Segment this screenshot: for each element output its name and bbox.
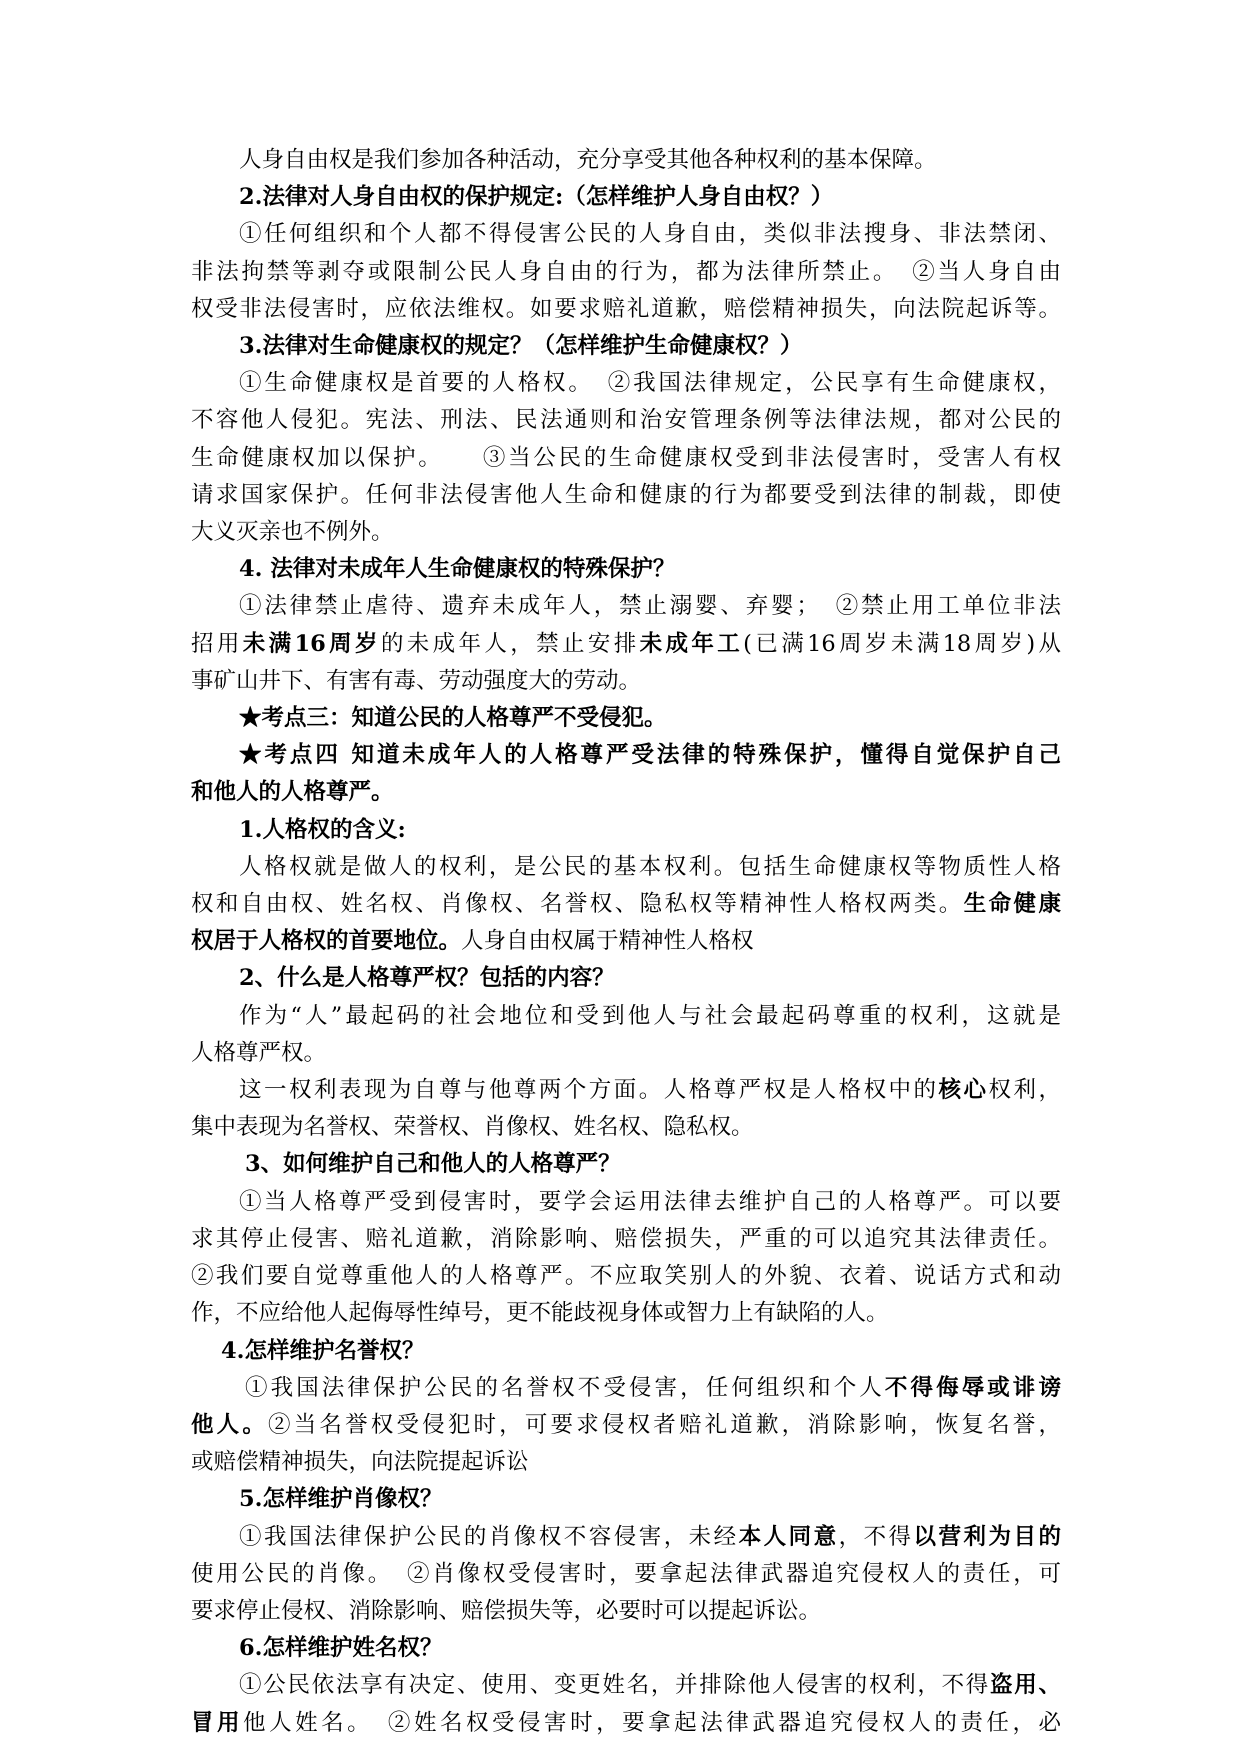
section-heading: 和他人的人格尊严。 bbox=[191, 779, 394, 806]
section-heading: ★考点四 知道未成年人的人格尊严受法律的特殊保护，懂得自觉保护自己 bbox=[239, 742, 1061, 769]
section-heading: 6.怎样维护姓名权？ bbox=[239, 1635, 443, 1662]
text-line: 要求停止侵权、消除影响、赔偿损失等，必要时可以提起诉讼。 bbox=[191, 1597, 822, 1624]
section-heading: 2、什么是人格尊严权？包括的内容？ bbox=[239, 965, 615, 992]
text-line: 作，不应给他人起侮辱性绰号，更不能歧视身体或智力上有缺陷的人。 bbox=[191, 1300, 889, 1327]
emphasis-text: 以营利为目的 bbox=[913, 1523, 1061, 1550]
text-span: 人身自由权属于精神性人格权 bbox=[461, 928, 754, 955]
text-span: ②当名誉权受侵犯时，可要求侵权者赔礼道歉，消除影响，恢复名誉， bbox=[268, 1411, 1061, 1438]
text-line: 权受非法侵害时，应依法维权。如要求赔礼道歉，赔偿精神损失，向法院起诉等。 bbox=[191, 295, 1061, 322]
text-line: 人身自由权是我们参加各种活动，充分享受其他各种权利的基本保障。 bbox=[239, 147, 937, 173]
emphasis-text: 盗用、 bbox=[990, 1672, 1061, 1699]
text-line bbox=[191, 923, 1061, 960]
emphasis-text: 冒用 bbox=[191, 1709, 244, 1736]
text-line bbox=[191, 626, 1061, 663]
text-line: 或赔偿精神损失，向法院提起诉讼 bbox=[191, 1449, 529, 1476]
text-line: 非法拘禁等剥夺或限制公民人身自由的行为，都为法律所禁止。 ②当人身自由 bbox=[191, 258, 1061, 285]
text-line: 不容他人侵犯。宪法、刑法、民法通则和治安管理条例等法律法规，都对公民的 bbox=[191, 407, 1061, 434]
section-heading: 3.法律对生命健康权的规定？（怎样维护生命健康权？） bbox=[239, 333, 803, 360]
emphasis-text: 未满16周岁 bbox=[242, 630, 381, 657]
section-heading: 4.怎样维护名誉权？ bbox=[221, 1337, 425, 1364]
emphasis-text: 他人。 bbox=[191, 1411, 269, 1438]
text-line: ①法律禁止虐待、遗弃未成年人，禁止溺婴、弃婴； ②禁止用工单位非法 bbox=[239, 593, 1061, 620]
text-span: (已满16周岁未满18周岁)从 bbox=[743, 630, 1061, 657]
text-span: 这一权利表现为自尊与他尊两个方面。人格尊严权是人格权中的 bbox=[239, 1077, 939, 1104]
text-line: ①生命健康权是首要的人格权。 ②我国法律规定，公民享有生命健康权， bbox=[239, 370, 1061, 397]
text-line: 作为“人”最起码的社会地位和受到他人与社会最起码尊重的权利，这就是 bbox=[239, 1002, 1061, 1029]
document-body bbox=[191, 142, 1061, 1742]
text-line: 使用公民的肖像。 ②肖像权受侵害时，要拿起法律武器追究侵权人的责任，可 bbox=[191, 1560, 1061, 1587]
text-span: 权利， bbox=[988, 1077, 1061, 1104]
section-heading: 2.法律对人身自由权的保护规定:（怎样维护人身自由权？） bbox=[239, 184, 834, 211]
text-line: 生命健康权加以保护。 ③当公民的生命健康权受到非法侵害时，受害人有权 bbox=[191, 444, 1061, 471]
text-line: 大义灭亲也不例外。 bbox=[191, 519, 394, 546]
text-span: 权和自由权、姓名权、肖像权、名誉权、隐私权等精神性人格权两类。 bbox=[191, 891, 964, 918]
text-span: ①我国法律保护公民的名誉权不受侵害，任何组织和个人 bbox=[245, 1374, 885, 1401]
text-line: 人格权就是做人的权利，是公民的基本权利。包括生命健康权等物质性人格 bbox=[239, 853, 1061, 880]
text-line: 人格尊严权。 bbox=[191, 1039, 327, 1066]
text-line: ①当人格尊严受到侵害时，要学会运用法律去维护自己的人格尊严。可以要 bbox=[239, 1188, 1061, 1215]
section-heading: 4. 法律对未成年人生命健康权的特殊保护？ bbox=[239, 556, 676, 583]
text-line: ②我们要自觉尊重他人的人格尊严。不应取笑别人的外貌、衣着、说话方式和动 bbox=[191, 1263, 1061, 1290]
text-line: 集中表现为名誉权、荣誉权、肖像权、姓名权、隐私权。 bbox=[191, 1114, 754, 1141]
emphasis-text: 核心 bbox=[938, 1077, 989, 1104]
text-line bbox=[191, 886, 1061, 923]
section-heading: 1.人格权的含义: bbox=[239, 816, 406, 843]
text-span: 的未成年人，禁止安排 bbox=[380, 630, 640, 657]
text-line bbox=[191, 1519, 1061, 1556]
text-line: 事矿山井下、有害有毒、劳动强度大的劳动。 bbox=[191, 667, 642, 694]
text-span: ①我国法律保护公民的肖像权不容侵害，未经 bbox=[239, 1523, 739, 1550]
text-line bbox=[191, 1667, 1061, 1704]
text-line bbox=[191, 1705, 1061, 1742]
text-line bbox=[191, 1072, 1061, 1109]
text-span: ，不得 bbox=[838, 1523, 914, 1550]
text-line: 请求国家保护。任何非法侵害他人生命和健康的行为都要受到法律的制裁，即使 bbox=[191, 481, 1061, 508]
emphasis-text: 不得侮辱或诽谤 bbox=[884, 1374, 1061, 1401]
text-span: 招用 bbox=[191, 630, 243, 657]
emphasis-text: 未成年工 bbox=[639, 630, 744, 657]
section-heading: 3、如何维护自己和他人的人格尊严？ bbox=[245, 1151, 621, 1178]
section-heading: ★考点三：知道公民的人格尊严不受侵犯。 bbox=[239, 705, 667, 732]
emphasis-text: 本人同意 bbox=[738, 1523, 839, 1550]
emphasis-text: 生命健康 bbox=[963, 891, 1061, 918]
emphasis-text: 权居于人格权的首要地位。 bbox=[191, 928, 462, 955]
section-heading: 5.怎样维护肖像权？ bbox=[239, 1486, 443, 1513]
text-line: 求其停止侵害、赔礼道歉，消除影响、赔偿损失，严重的可以追究其法律责任。 bbox=[191, 1225, 1061, 1252]
text-span: 他人姓名。 ②姓名权受侵害时，要拿起法律武器追究侵权人的责任，必 bbox=[243, 1709, 1061, 1736]
text-span: ①公民依法享有决定、使用、变更姓名，并排除他人侵害的权利，不得 bbox=[239, 1672, 991, 1699]
text-line: ①任何组织和个人都不得侵害公民的人身自由，类似非法搜身、非法禁闭、 bbox=[239, 221, 1061, 248]
text-line bbox=[191, 1407, 1061, 1444]
text-line bbox=[191, 1370, 1061, 1407]
